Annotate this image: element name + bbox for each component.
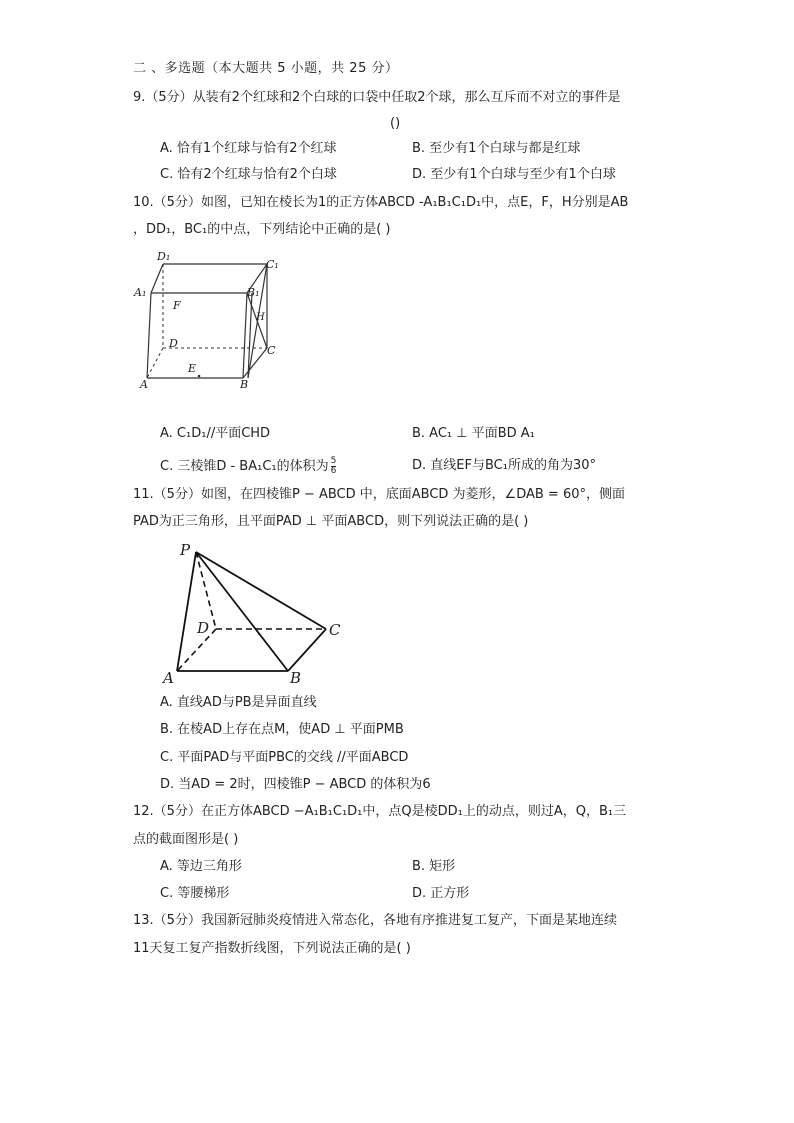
q11-stem-line2: PAD为正三角形，且平面PAD ⊥ 平面ABCD，则下列说法正确的是( ): [133, 514, 529, 529]
q10-cube-figure: [130, 248, 290, 398]
label-C: C: [267, 344, 276, 357]
label-B: B: [290, 669, 302, 687]
q9-option-b[interactable]: B. 至少有1个白球与都是红球: [412, 141, 581, 156]
q10-option-a[interactable]: A. C₁D₁//平面CHD: [160, 426, 271, 441]
q10-option-b[interactable]: B. AC₁ ⊥ 平面BD A₁: [412, 426, 535, 441]
fraction-numerator: 5: [330, 456, 337, 466]
q9-option-a[interactable]: A. 恰有1个红球与恰有2个红球: [160, 141, 337, 156]
q12-stem-line1: 12.（5分）在正方体ABCD −A₁B₁C₁D₁中，点Q是棱DD₁上的动点，则过A，Q，B₁三: [133, 804, 627, 819]
label-B1: B₁: [247, 286, 260, 299]
q11-option-b[interactable]: B. 在棱AD上存在点M，使AD ⊥ 平面PMB: [160, 722, 404, 737]
label-D: D: [197, 619, 210, 637]
q13-stem-line1: 13.（5分）我国新冠肺炎疫情进入常态化，各地有序推进复工复产，下面是某地连续: [133, 913, 617, 928]
label-D1: D₁: [157, 250, 171, 263]
q12-option-a[interactable]: A. 等边三角形: [160, 859, 242, 874]
section-header: 二 、多选题（本大题共 5 小题，共 25 分）: [133, 61, 399, 76]
q13-stem-line2: 11天复工复产指数折线图，下列说法正确的是( ): [133, 941, 411, 956]
label-P: P: [180, 541, 191, 559]
q12-stem-line2: 点的截面图形是( ): [133, 832, 239, 847]
q9-option-c[interactable]: C. 恰有2个红球与恰有2个白球: [160, 167, 337, 182]
q11-pyramid-figure: [160, 538, 360, 688]
label-C: C: [329, 621, 341, 639]
q12-option-b[interactable]: B. 矩形: [412, 859, 456, 874]
fraction: [331, 457, 337, 476]
label-F: F: [173, 299, 181, 312]
q11-option-c[interactable]: C. 平面PAD与平面PBC的交线 //平面ABCD: [160, 750, 409, 765]
label-E: E: [188, 362, 197, 375]
fraction-denominator: 6: [330, 466, 337, 476]
q9-option-d[interactable]: D. 至少有1个白球与至少有1个白球: [412, 167, 616, 182]
label-D: D: [169, 337, 178, 350]
label-A: A: [140, 378, 148, 391]
q9-answer-paren: (): [390, 116, 401, 131]
q10-option-d[interactable]: D. 直线EF与BC₁所成的角为30°: [412, 458, 596, 473]
label-A: A: [163, 669, 174, 687]
label-A1: A₁: [134, 286, 147, 299]
q10-option-c[interactable]: [160, 457, 336, 476]
label-B: B: [240, 378, 249, 391]
q11-option-a[interactable]: A. 直线AD与PB是异面直线: [160, 695, 317, 710]
q9-stem: 9.（5分）从装有2个红球和2个白球的口袋中任取2个球，那么互斥而不对立的事件是: [133, 90, 621, 105]
q10-stem-line2: ，DD₁，BC₁的中点，下列结论中正确的是( ): [133, 222, 391, 237]
q10-stem-line1: 10.（5分）如图，已知在棱长为1的正方体ABCD -A₁B₁C₁D₁中，点E，F，H分别是AB: [133, 195, 629, 210]
label-H: H: [256, 312, 265, 323]
q10-option-c-text: C. 三棱锥D - BA₁C₁的体积为: [160, 459, 329, 474]
q12-option-d[interactable]: D. 正方形: [412, 886, 470, 901]
label-C1: C₁: [266, 258, 279, 271]
q11-option-d[interactable]: D. 当AD = 2时，四棱锥P − ABCD 的体积为6: [160, 777, 431, 792]
q12-option-c[interactable]: C. 等腰梯形: [160, 886, 230, 901]
q11-stem-line1: 11.（5分）如图，在四棱锥P − ABCD 中，底面ABCD 为菱形，∠DAB = 60°，侧面: [133, 487, 625, 502]
